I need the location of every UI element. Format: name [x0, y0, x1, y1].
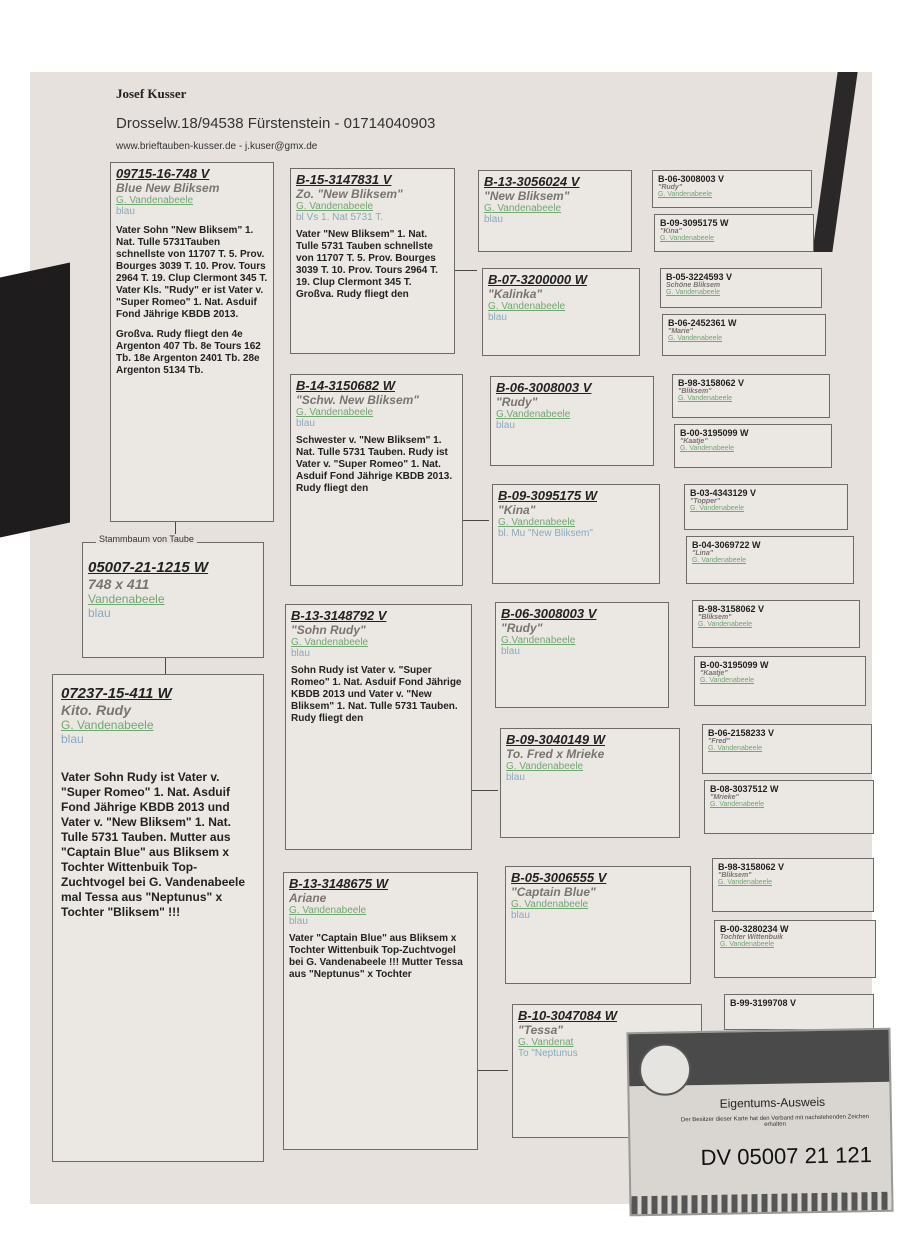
- gen3-name: "New Bliksem": [484, 189, 570, 203]
- gen2-breeder: G. Vandenabeele: [289, 905, 367, 916]
- gen3-breeder: G. Vandenabeele: [511, 899, 589, 910]
- gen3-box: [478, 170, 632, 252]
- card-pattern-band: [631, 1192, 891, 1215]
- gen3-ring: B-09-3095175 W: [498, 488, 597, 503]
- gen2-breeder: G. Vandenabeele: [291, 637, 369, 648]
- gen4-ring: B-98-3158062 V: [678, 378, 745, 388]
- gen4-ring: B-06-2452361 W: [668, 318, 737, 328]
- gen4-name: "Topper": [690, 498, 721, 505]
- gen3-ring: B-05-3006555 V: [511, 870, 607, 885]
- gen4-name: "Kaatje": [680, 438, 708, 445]
- gen2-ring: B-13-3148675 W: [289, 876, 388, 891]
- gen4-ring: B-00-3195099 W: [700, 660, 769, 670]
- gen4-ring: B-09-3095175 W: [660, 218, 729, 228]
- gen3-breeder: G. Vandenabeele: [484, 203, 562, 214]
- gen4-box: [686, 536, 854, 584]
- gen3-name: "Tessa": [518, 1023, 563, 1037]
- gen3-box: [492, 484, 660, 584]
- gen3-ring: B-09-3040149 W: [506, 732, 605, 747]
- gen4-box: [694, 656, 866, 706]
- gen4-box: [702, 724, 872, 774]
- gen3-name: "Rudy": [501, 621, 543, 635]
- gen3-ring: B-06-3008003 V: [496, 380, 592, 395]
- gen2-breeder: G. Vandenabeele: [296, 407, 374, 418]
- mother-box: [52, 674, 264, 1162]
- card-subtitle: Der Besitzer dieser Karte hat den Verband mit nachstehenden Zeichen erhalten: [680, 1114, 870, 1128]
- gen4-box: [724, 994, 874, 1030]
- gen3-name: "Kina": [498, 503, 536, 517]
- gen2-color: blau: [296, 418, 315, 429]
- gen3-color: To "Neptunus: [518, 1048, 578, 1059]
- gen2-color: bl Vs 1. Nat 5731 T.: [296, 212, 384, 223]
- gen3-ring: B-13-3056024 V: [484, 174, 580, 189]
- gen2-ring: B-14-3150682 W: [296, 378, 395, 393]
- mother-color: blau: [61, 732, 84, 746]
- gen3-ring: B-10-3047084 W: [518, 1008, 617, 1023]
- ownership-card: [626, 1028, 893, 1217]
- gen3-color: blau: [511, 910, 530, 921]
- main-bird-ring: 05007-21-1215 W: [88, 559, 209, 576]
- main-bird-box: [82, 542, 264, 658]
- father-notes-2: Großva. Rudy fliegt den 4e Argenton 407 Tb. 8e Tours 162 Tb. 18e Argenton 2401 Tb. 28e Argenton 5134 Tb.: [116, 329, 261, 376]
- father-notes: Vater Sohn "New Bliksem" 1. Nat. Tulle 5731Tauben schnellste von 11707 T. 5. Prov. Bourges 3039 T. 10. Prov. Tours 2964 T. 19. Clup Clermont 345 T. Vater Kls. "Rudy" er ist Vater v. "Super Romeo" 1. Nat. Asduif Fond Jährige KBDB 2013.: [116, 225, 268, 320]
- father-breeder: G. Vandenabeele: [116, 195, 194, 206]
- gen2-name: "Schw. New Bliksem": [296, 393, 419, 407]
- gen4-name: Tochter Wittenbuik: [720, 934, 784, 941]
- gen4-breeder: G. Vandenabeele: [718, 879, 772, 886]
- connector-line: [478, 1070, 508, 1071]
- mother-name: Kito. Rudy: [61, 702, 131, 718]
- gen2-box: [290, 168, 455, 354]
- gen3-name: "Captain Blue": [511, 885, 596, 899]
- gen4-breeder: G. Vandenabeele: [700, 677, 754, 684]
- gen4-name: "Marie": [668, 328, 693, 335]
- gen4-box: [674, 424, 832, 468]
- mother-breeder: G. Vandenabeele: [61, 718, 154, 732]
- gen2-box: [283, 872, 478, 1150]
- gen3-color: blau: [496, 420, 515, 431]
- gen4-name: "Rudy": [658, 184, 683, 191]
- gen4-name: "Bliksem": [698, 614, 732, 621]
- gen4-name: "Kaatje": [700, 670, 728, 677]
- gen4-breeder: G. Vandenabeele: [678, 395, 732, 402]
- gen2-name: Ariane: [289, 891, 327, 905]
- gen3-name: To. Fred x Mrieke: [506, 747, 605, 761]
- father-name: Blue New Bliksem: [116, 181, 220, 195]
- connector-line: [463, 520, 489, 521]
- gen4-ring: B-98-3158062 V: [698, 604, 765, 614]
- card-number: DV 05007 21 121: [700, 1142, 873, 1171]
- gen3-breeder: G. Vandenabeele: [506, 761, 584, 772]
- gen4-breeder: G. Vandenabeele: [692, 557, 746, 564]
- gen2-ring: B-13-3148792 V: [291, 608, 387, 623]
- gen3-box: [482, 268, 640, 356]
- father-color: blau: [116, 206, 135, 217]
- gen3-box: [500, 728, 680, 838]
- gen4-box: [692, 600, 860, 648]
- gen4-name: Schöne Bliksem: [666, 282, 721, 289]
- gen4-ring: B-04-3069722 W: [692, 540, 761, 550]
- gen4-box: [684, 484, 848, 530]
- breeder-address: Drosselw.18/94538 Fürstenstein - 01714040903: [116, 115, 436, 132]
- gen4-breeder: G. Vandenabeele: [698, 621, 752, 628]
- main-bird-breeder: Vandenabeele: [88, 592, 165, 606]
- gen4-ring: B-00-3195099 W: [680, 428, 749, 438]
- gen2-notes: Vater "Captain Blue" aus Bliksem x Tochter Wittenbuik Top-Zuchtvogel bei G. Vandenabeele !!! Mutter Tessa aus "Neptunus" x Tochter: [289, 933, 463, 980]
- gen4-ring: B-05-3224593 V: [666, 272, 733, 282]
- gen4-name: "Bliksem": [678, 388, 712, 395]
- gen2-notes: Schwester v. "New Bliksem" 1. Nat. Tulle 5731 Tauben. Rudy ist Vater v. "Super Romeo" 1. Nat. Asduif Fond Jährige KBDB 2013. Rudy fliegt den: [296, 435, 453, 494]
- gen2-ring: B-15-3147831 V: [296, 172, 392, 187]
- father-ring: 09715-16-748 V: [116, 166, 210, 181]
- gen4-breeder: G. Vandenabeele: [690, 505, 744, 512]
- gen4-breeder: G. Vandenabeele: [658, 191, 712, 198]
- gen4-breeder: G. Vandenabeele: [668, 335, 722, 342]
- gen2-color: blau: [289, 916, 308, 927]
- gen3-breeder: G. Vandenat: [518, 1037, 574, 1048]
- gen4-box: [660, 268, 822, 308]
- gen3-box: [490, 376, 654, 466]
- gen2-notes: Vater "New Bliksem" 1. Nat. Tulle 5731 Tauben schnellste von 11707 T. 5. Prov. Bourges 3039 T. 10. Prov. Tours 2964 T. 19. Clup Clermont 345 T. Großva. Rudy fliegt den: [296, 229, 438, 300]
- gen3-color: blau: [506, 772, 525, 783]
- breeder-name: Josef Kusser: [116, 86, 187, 101]
- main-bird-color: blau: [88, 606, 111, 620]
- gen4-ring: B-06-2158233 V: [708, 728, 775, 738]
- gen2-notes: Sohn Rudy ist Vater v. "Super Romeo" 1. Nat. Asduif Fond Jährige KBDB 2013 und Vater v. "New Bliksem" 1. Nat. Tulle 5731 Tauben. Rudy fliegt den: [291, 665, 462, 724]
- gen4-ring: B-03-4343129 V: [690, 488, 757, 498]
- gen4-box: [662, 314, 826, 356]
- gen2-breeder: G. Vandenabeele: [296, 201, 374, 212]
- gen3-box: [505, 866, 691, 984]
- gen4-ring: B-06-3008003 V: [658, 174, 725, 184]
- gen4-name: "Kina": [660, 228, 682, 235]
- gen4-breeder: G. Vandenabeele: [660, 235, 714, 242]
- connector-line: [455, 270, 477, 271]
- gen3-ring: B-06-3008003 V: [501, 606, 597, 621]
- gen2-name: "Sohn Rudy": [291, 623, 366, 637]
- gen4-breeder: G. Vandenabeele: [708, 745, 762, 752]
- gen4-breeder: G. Vandenabeele: [666, 289, 720, 296]
- gen4-box: [652, 170, 812, 208]
- gen3-breeder: G.Vandenabeele: [496, 409, 571, 420]
- main-bird-name: 748 x 411: [88, 576, 150, 592]
- gen3-color: blau: [484, 214, 503, 225]
- gen3-color: blau: [501, 646, 520, 657]
- gen2-name: Zo. "New Bliksem": [296, 187, 403, 201]
- gen4-ring: B-00-3280234 W: [720, 924, 789, 934]
- breeder-web: www.brieftauben-kusser.de - j.kuser@gmx.de: [116, 141, 318, 152]
- gen3-breeder: G. Vandenabeele: [488, 301, 566, 312]
- gen4-box: [714, 920, 876, 978]
- gen4-box: [672, 374, 830, 418]
- gen2-box: [285, 604, 472, 850]
- gen4-breeder: G. Vandenabeele: [680, 445, 734, 452]
- card-title: Eigentums-Ausweis: [719, 1094, 826, 1111]
- gen2-color: blau: [291, 648, 310, 659]
- left-shadow: [0, 263, 70, 538]
- gen3-name: "Rudy": [496, 395, 538, 409]
- gen4-name: "Lina": [692, 550, 714, 557]
- gen4-name: "Mrieke": [710, 794, 739, 801]
- mother-notes: Vater Sohn Rudy ist Vater v. "Super Romeo" 1. Nat. Asduif Fond Jährige KBDB 2013 und Vater v. "New Bliksem" 1. Nat. Tulle 5731 Tauben. Mutter aus "Captain Blue" aus Bliksem x Tochter Wittenbuik Top-Zuchtvogel bei G. Vandenabeele mal Tessa aus "Neptunus" x Tochter "Bliksem" !!!: [61, 770, 246, 919]
- gen3-name: "Kalinka": [488, 287, 543, 301]
- gen4-box: [654, 214, 814, 252]
- gen3-box: [495, 602, 669, 708]
- connector-line: [472, 790, 498, 791]
- pigeon-logo-icon: [639, 1043, 692, 1096]
- gen4-ring: B-98-3158062 V: [718, 862, 785, 872]
- stammbaum-label: Stammbaum von Taube: [96, 534, 197, 544]
- gen4-name: "Bliksem": [718, 872, 752, 879]
- mother-ring: 07237-15-411 W: [61, 685, 172, 702]
- gen4-box: [704, 780, 874, 834]
- gen4-name: "Fred": [708, 738, 730, 745]
- gen4-ring: B-99-3199708 V: [730, 998, 797, 1008]
- gen4-box: [712, 858, 874, 912]
- gen2-box: [290, 374, 463, 586]
- gen3-breeder: G. Vandenabeele: [498, 517, 576, 528]
- father-box: [110, 162, 274, 522]
- gen3-ring: B-07-3200000 W: [488, 272, 587, 287]
- gen4-breeder: G. Vandenabeele: [720, 941, 774, 948]
- gen3-breeder: G.Vandenabeele: [501, 635, 576, 646]
- gen4-ring: B-08-3037512 W: [710, 784, 779, 794]
- gen4-breeder: G. Vandenabeele: [710, 801, 764, 808]
- gen3-color: blau: [488, 312, 507, 323]
- gen3-color: bl. Mu "New Bliksem": [498, 528, 593, 539]
